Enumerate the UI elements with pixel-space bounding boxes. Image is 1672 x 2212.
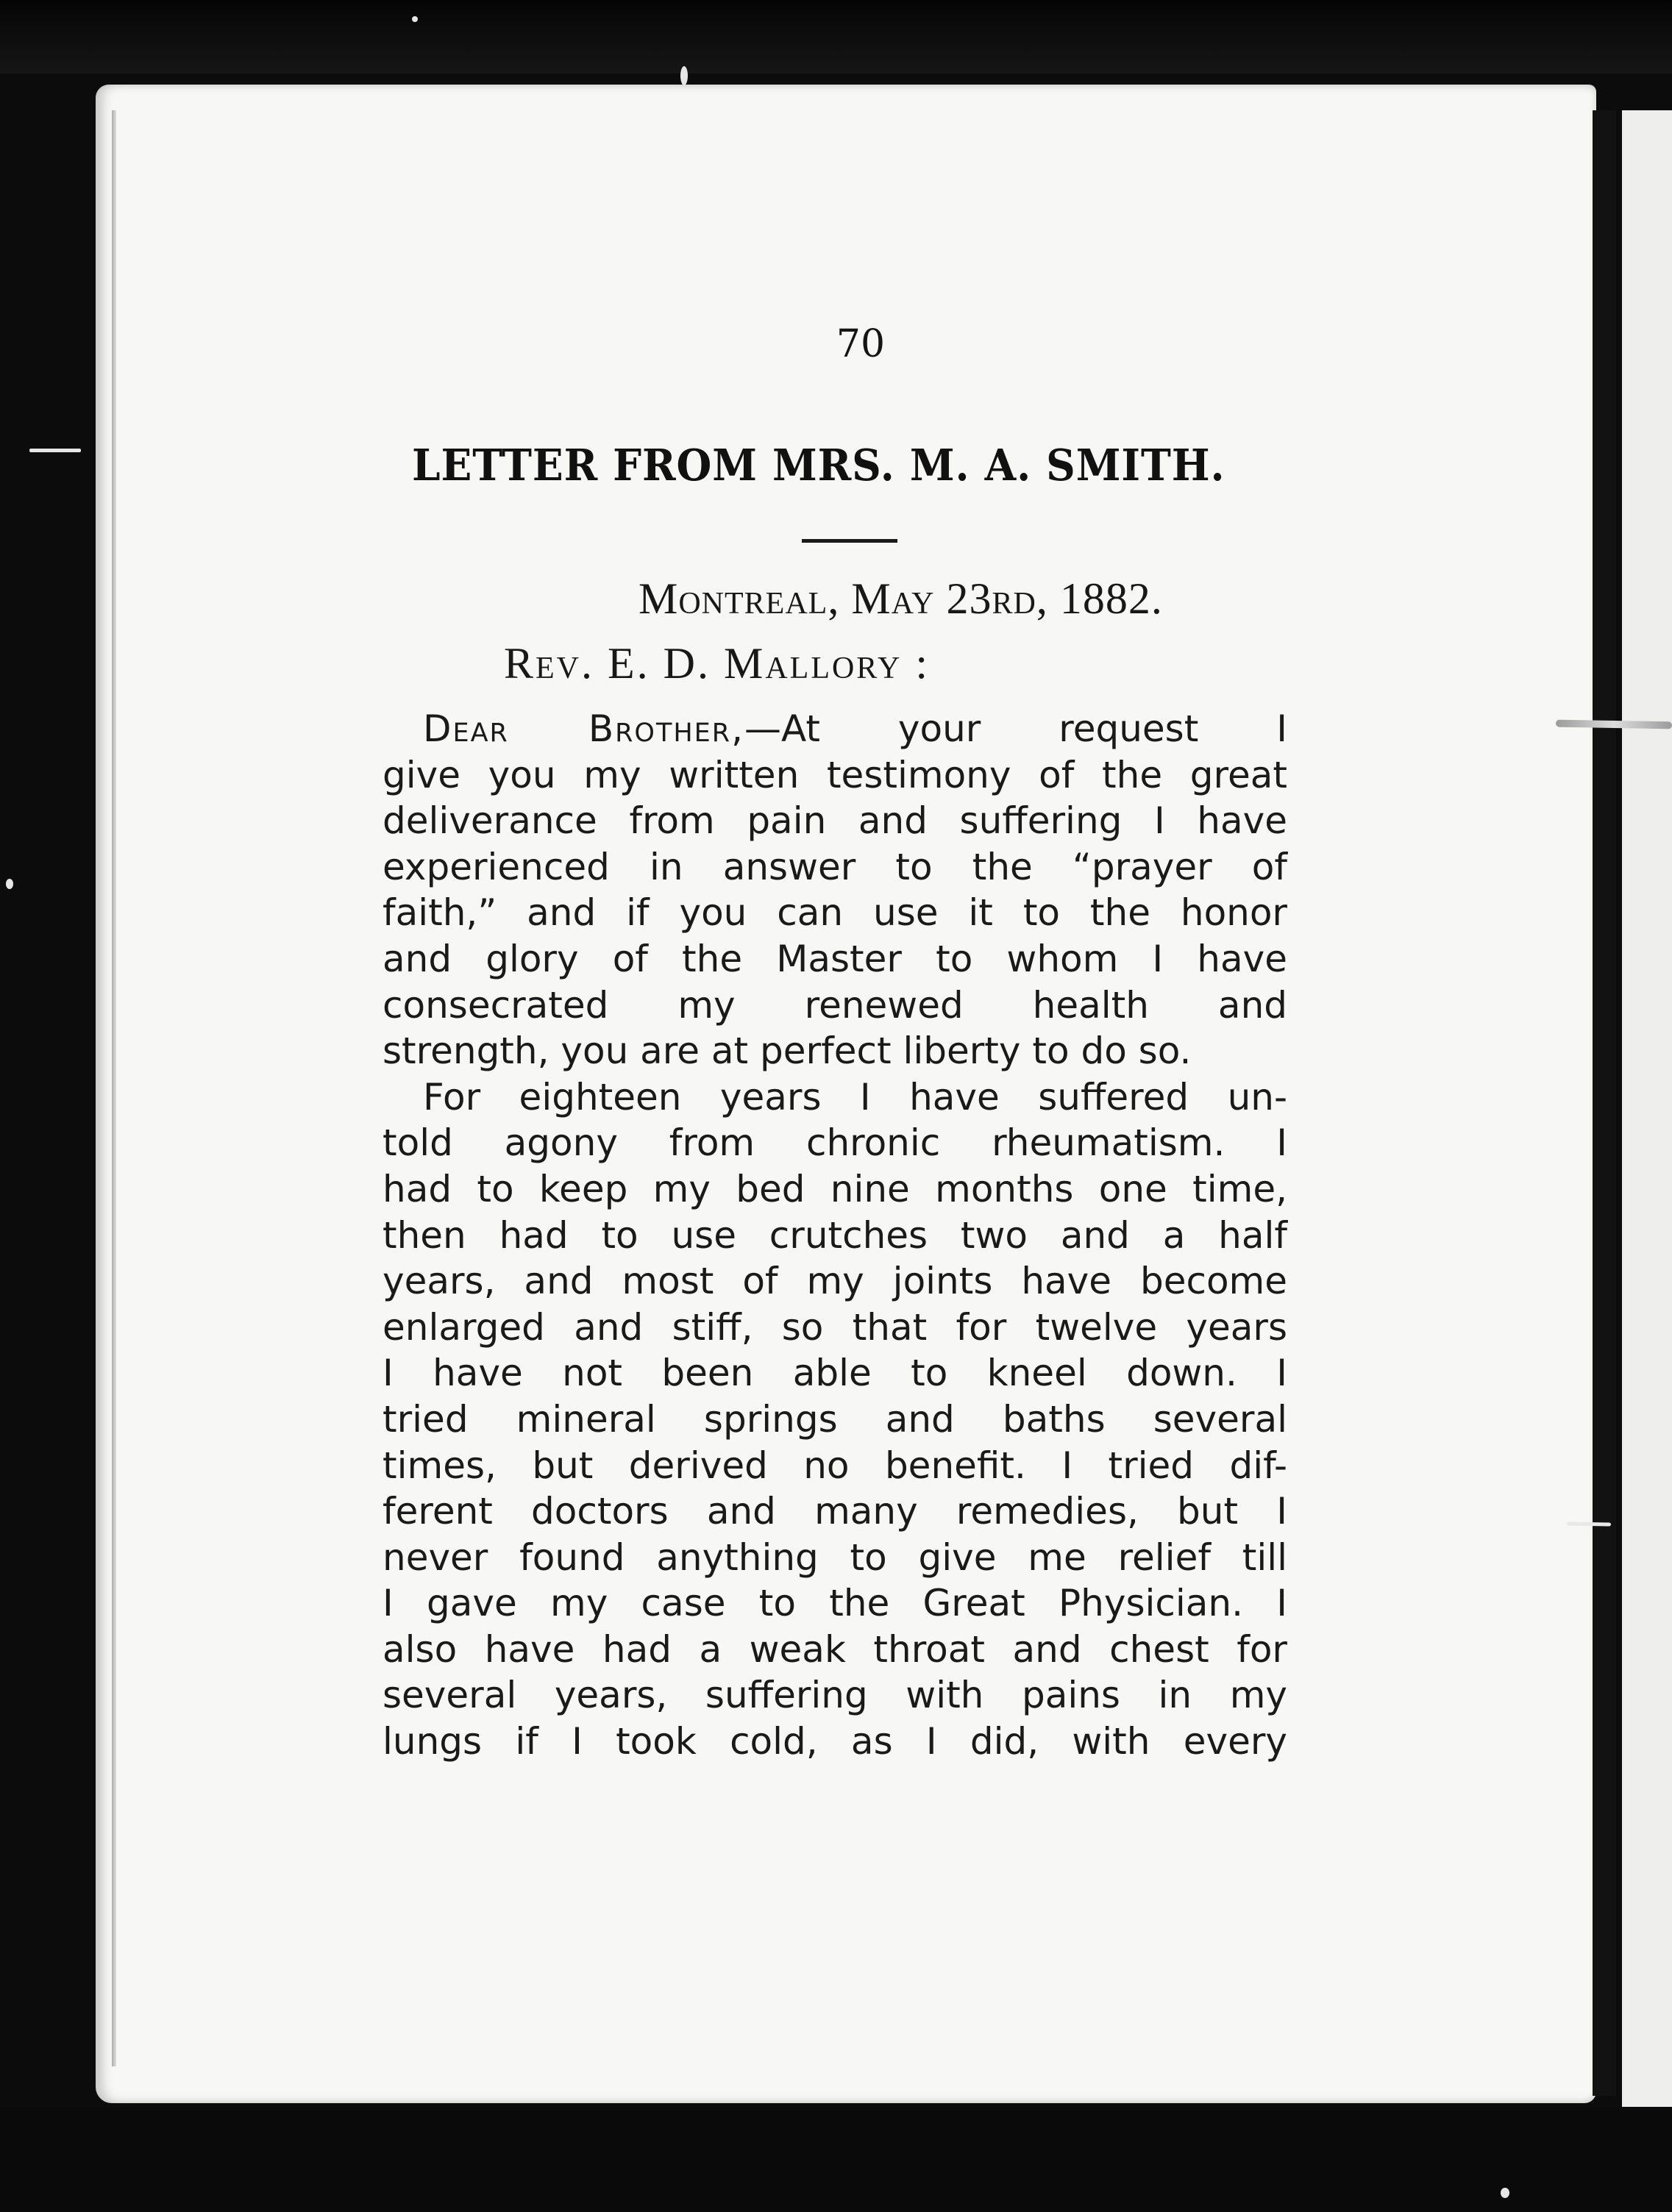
text-line: ferent doctors and many remedies, but I bbox=[383, 1490, 1287, 1533]
heading-rule bbox=[802, 539, 897, 543]
page-gutter-shadow bbox=[112, 110, 116, 2066]
scan-speck bbox=[412, 16, 418, 22]
text-line-content: —At your request I bbox=[744, 707, 1287, 750]
text-line: strength, you are at perfect liberty to do so. bbox=[383, 1030, 1192, 1073]
text-line: and glory of the Master to whom I have bbox=[383, 937, 1287, 980]
scan-background-top bbox=[0, 0, 1672, 74]
text-line: deliverance from pain and suffering I have bbox=[383, 799, 1287, 843]
text-line: consecrated my renewed health and bbox=[383, 983, 1287, 1027]
text-line: For eighteen years I have suffered un- bbox=[423, 1075, 1287, 1119]
text-line: faith,” and if you can use it to the honor bbox=[383, 891, 1287, 935]
text-line: had to keep my bed nine months one time, bbox=[383, 1167, 1287, 1210]
text-line: also have had a weak throat and chest for bbox=[383, 1627, 1287, 1671]
text-line: then had to use crutches two and a half bbox=[383, 1213, 1287, 1257]
scan-speck bbox=[680, 66, 688, 85]
text-line: give you my written testimony of the great bbox=[383, 753, 1287, 796]
text-line: years, and most of my joints have become bbox=[383, 1260, 1287, 1303]
scan-background-bottom bbox=[0, 2107, 1672, 2212]
letter-addressee: Rev. E. D. Mallory : bbox=[504, 639, 931, 688]
scan-speck bbox=[29, 449, 81, 452]
binding-thread-lower bbox=[1567, 1521, 1611, 1526]
salutation: Dear Brother, bbox=[423, 707, 745, 750]
text-line: I gave my case to the Great Physician. I bbox=[383, 1582, 1287, 1625]
letter-body bbox=[383, 706, 1287, 1765]
text-line: lungs if I took cold, as I did, with every bbox=[383, 1720, 1287, 1763]
letter-dateline: Montreal, May 23rd, 1882. bbox=[638, 574, 1163, 623]
scan-speck bbox=[1501, 2188, 1509, 2198]
letter-heading: LETTER FROM MRS. M. A. SMITH. bbox=[412, 440, 1225, 490]
binding-edge bbox=[1593, 110, 1616, 2096]
facing-page-edge bbox=[1622, 110, 1672, 2111]
text-line: I have not been able to kneel down. I bbox=[383, 1352, 1287, 1395]
text-line: experienced in answer to the “prayer of bbox=[383, 845, 1287, 888]
text-line: enlarged and stiff, so that for twelve years bbox=[383, 1305, 1287, 1349]
text-line: never found anything to give me relief till bbox=[383, 1535, 1287, 1579]
text-line: times, but derived no benefit. I tried dif- bbox=[383, 1444, 1287, 1487]
page-number: 70 bbox=[836, 322, 886, 366]
scan-speck bbox=[6, 879, 13, 889]
text-line: several years, suffering with pains in my bbox=[383, 1674, 1287, 1717]
text-line: tried mineral springs and baths several bbox=[383, 1397, 1287, 1441]
text-line: told agony from chronic rheumatism. I bbox=[383, 1121, 1287, 1165]
text-line bbox=[383, 706, 1287, 752]
